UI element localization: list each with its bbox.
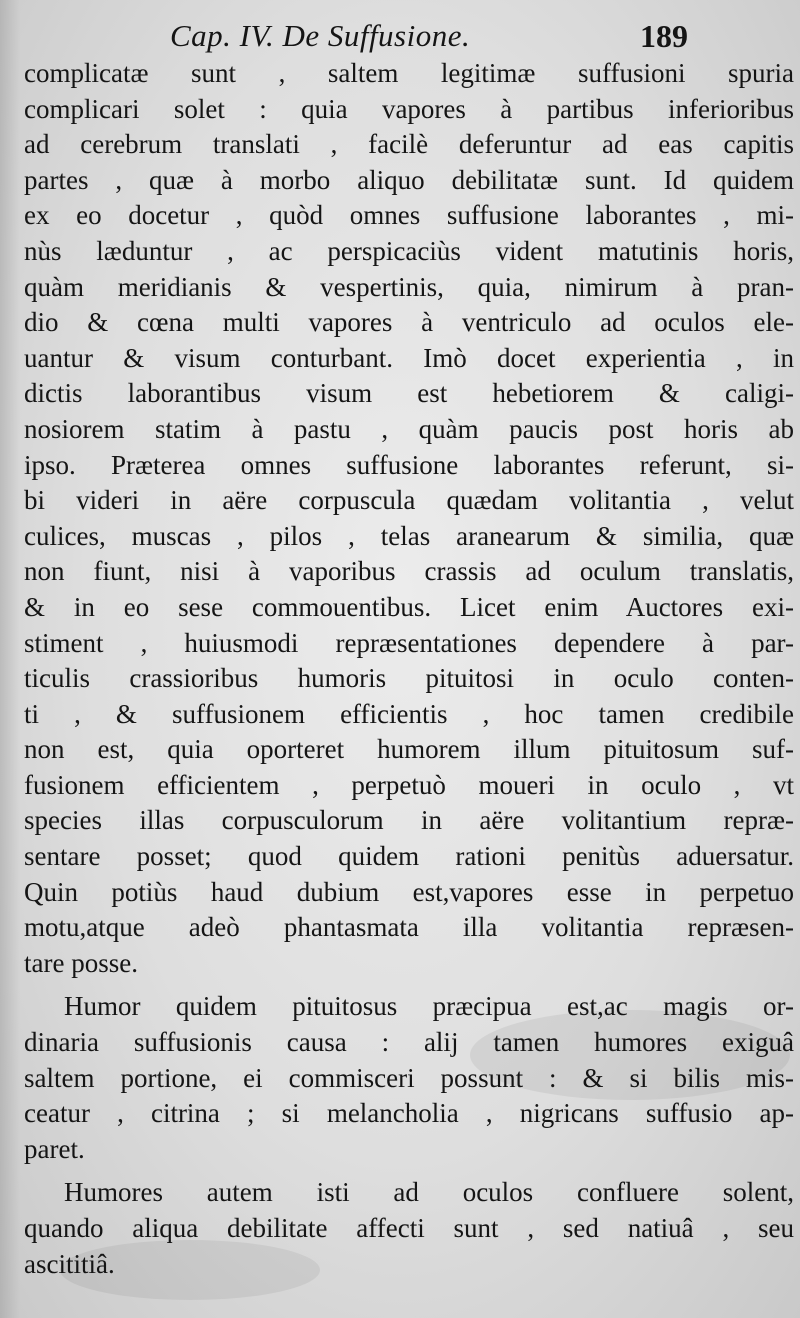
paragraph bbox=[24, 56, 794, 981]
text-line: non est, quia oporteret humorem illum pituitosum suf- bbox=[24, 734, 794, 765]
body-text bbox=[24, 56, 794, 1282]
text-line: nùs læduntur , ac perspicaciùs vident matutinis horis, bbox=[24, 235, 794, 266]
text-line: Humores autem isti ad oculos confluere solent, bbox=[64, 1177, 794, 1208]
text-line: ipso. Præterea omnes suffusione laborantes referunt, si- bbox=[24, 449, 794, 480]
text-line: motu,atque adeò phantasmata illa volitantia repræsen- bbox=[24, 912, 794, 943]
text-line: dictis laborantibus visum est hebetiorem & caligi- bbox=[24, 378, 794, 409]
text-line: Humor quidem pituitosus præcipua est,ac magis or- bbox=[64, 991, 794, 1022]
text-line: bi videri in aëre corpuscula quædam volitantia , velut bbox=[24, 485, 794, 516]
text-line: dio & cœna multi vapores à ventriculo ad oculos ele- bbox=[24, 307, 794, 338]
text-line: paret. bbox=[24, 1133, 85, 1164]
text-line: culices, muscas , pilos , telas aranearum & similia, quæ bbox=[24, 520, 794, 551]
text-line: nosiorem statim à pastu , quàm paucis post horis ab bbox=[24, 413, 794, 444]
text-line: stiment , huiusmodi repræsentationes dependere à par- bbox=[24, 627, 794, 658]
text-line: fusionem efficientem , perpetuò moueri in oculo , vt bbox=[24, 769, 794, 800]
text-line: ex eo docetur , quòd omnes suffusione laborantes , mi- bbox=[24, 200, 794, 231]
text-line: complicatæ sunt , saltem legitimæ suffusioni spuria bbox=[24, 58, 794, 88]
text-line: complicari solet : quia vapores à partibus inferioribus bbox=[24, 93, 794, 124]
text-line: quando aliqua debilitate affecti sunt , sed natiuâ , seu bbox=[24, 1213, 794, 1243]
text-line: ad cerebrum translati , facilè deferuntur ad eas capitis bbox=[24, 129, 794, 160]
text-line: Quin potiùs haud dubium est,vapores esse in perpetuo bbox=[24, 876, 794, 907]
text-line: sentare posset; quod quidem rationi penitùs aduersatur. bbox=[24, 841, 794, 872]
text-line: non fiunt, nisi à vaporibus crassis ad oculum translatis, bbox=[24, 556, 794, 587]
text-line: uantur & visum conturbant. Imò docet experientia , in bbox=[24, 342, 794, 373]
text-line: & in eo sese commouentibus. Licet enim Auctores exi- bbox=[24, 591, 794, 622]
text-line: ti , & suffusionem efficientis , hoc tamen credibile bbox=[24, 698, 794, 729]
text-line: species illas corpusculorum in aëre volitantium repræ- bbox=[24, 805, 794, 836]
text-line: quàm meridianis & vespertinis, quia, nimirum à pran- bbox=[24, 271, 794, 302]
text-line: dinaria suffusionis causa : alij tamen humores exiguâ bbox=[24, 1027, 794, 1058]
page-number: 189 bbox=[640, 18, 688, 54]
running-head: Cap. IV. De Suffusione. bbox=[170, 18, 471, 53]
text-line: tare posse. bbox=[24, 947, 138, 978]
text-line: partes , quæ à morbo aliquo debilitatæ sunt. Id quidem bbox=[24, 164, 794, 195]
text-line: ascititiâ. bbox=[24, 1248, 115, 1279]
text-line: ceatur , citrina ; si melancholia , nigricans suffusio ap- bbox=[24, 1098, 794, 1129]
text-line: saltem portione, ei commisceri possunt : & si bilis mis- bbox=[24, 1062, 794, 1093]
paragraph bbox=[24, 1175, 794, 1282]
page-header bbox=[0, 14, 800, 58]
text-line: ticulis crassioribus humoris pituitosi in oculo conten- bbox=[24, 663, 794, 694]
paragraph bbox=[24, 989, 794, 1167]
